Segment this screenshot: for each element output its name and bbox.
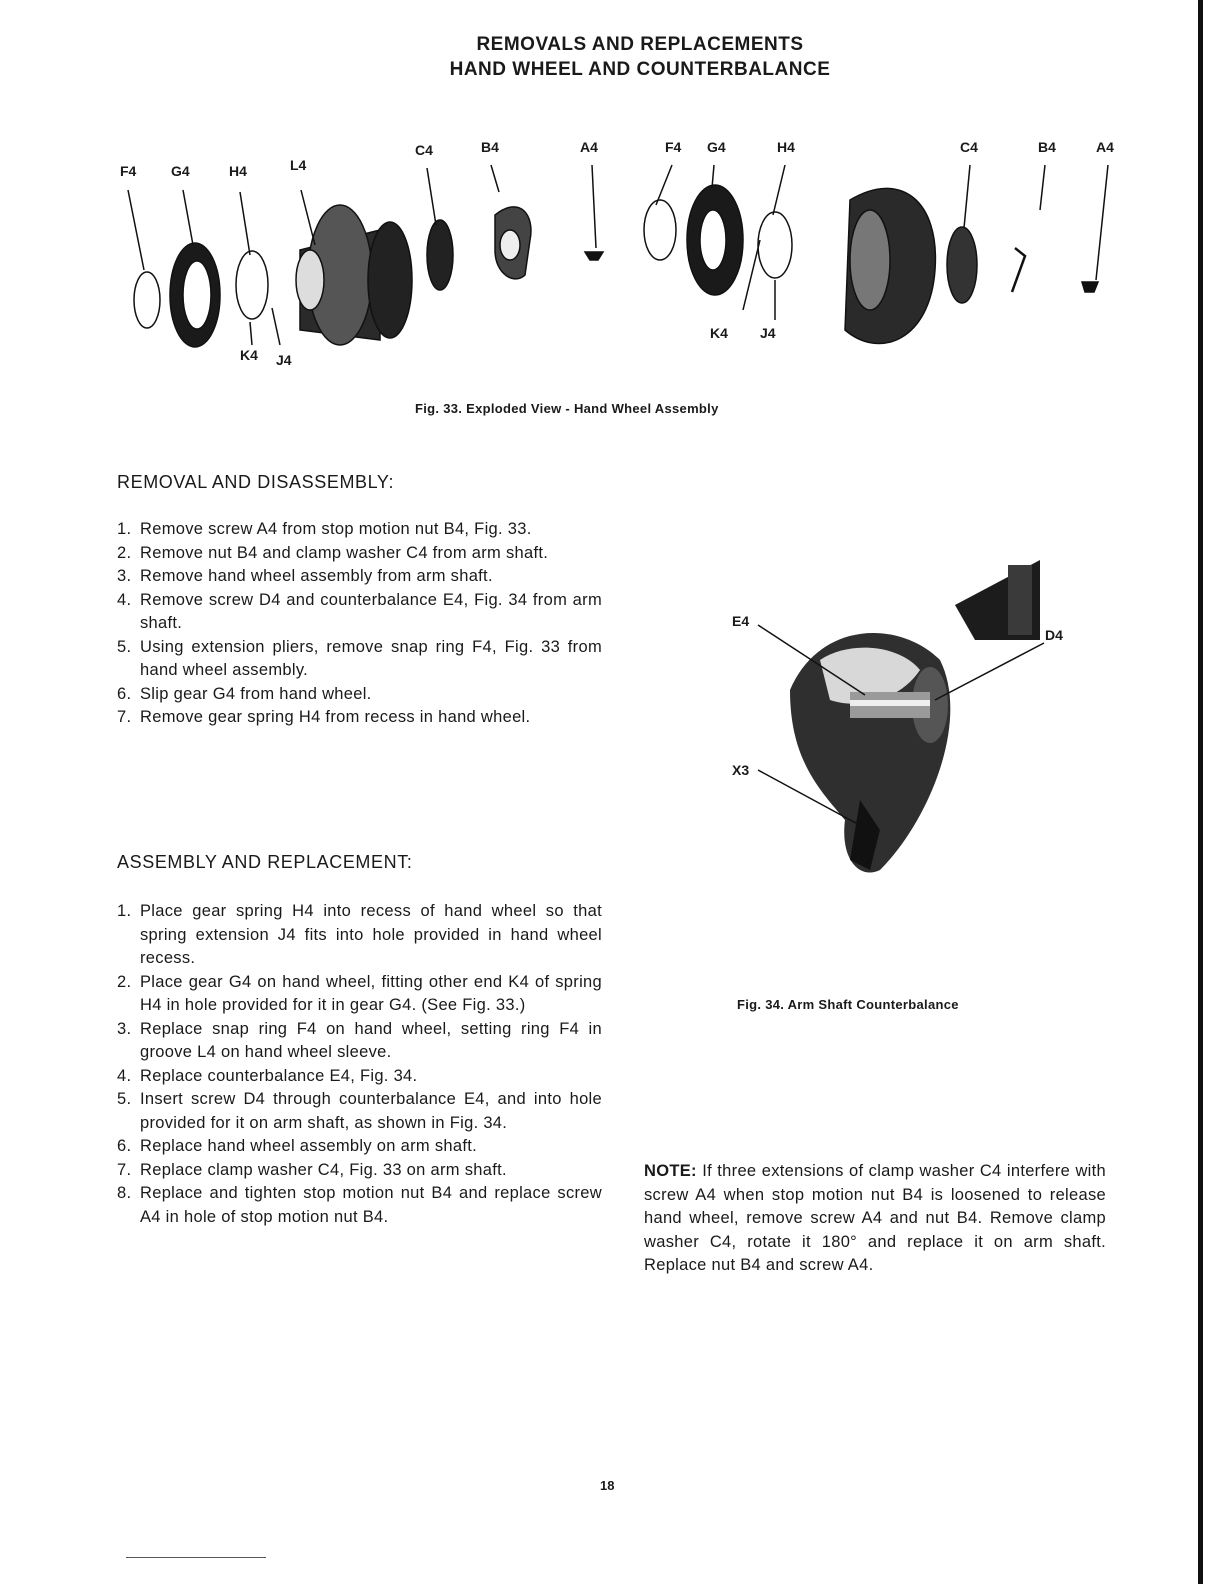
label-k4-right: K4 (710, 325, 728, 341)
assembly-steps (117, 900, 602, 1229)
fig33-caption: Fig. 33. Exploded View - Hand Wheel Assembly (415, 401, 719, 416)
assembly-heading: ASSEMBLY AND REPLACEMENT: (117, 852, 413, 872)
title-line-2: HAND WHEEL AND COUNTERBALANCE (449, 59, 831, 80)
label-a4-left: A4 (580, 139, 598, 155)
removal-step: 4. Remove screw D4 and counterbalance E4, Fig. 34 from arm shaft. (117, 590, 602, 632)
fig34-caption: Fig. 34. Arm Shaft Counterbalance (737, 997, 959, 1012)
snap-ring-f4-right (644, 200, 676, 260)
assembly-step: 5. Insert screw D4 through counterbalance E4, and into hole provided for it on arm shaft, as shown in Fig. 34. (117, 1090, 602, 1132)
label-j4-left: J4 (276, 352, 292, 368)
assembly-step: 8. Replace and tighten stop motion nut B4 and replace screw A4 in hole of stop motion nut B4. (117, 1184, 602, 1226)
label-e4: E4 (732, 613, 750, 629)
screw-a4-left (585, 252, 603, 260)
spring-h4-left (236, 251, 268, 319)
assembly-step: 7. Replace clamp washer C4, Fig. 33 on arm shaft. (117, 1160, 507, 1179)
fig33-right-assembly (644, 165, 1108, 344)
removal-step: 2. Remove nut B4 and clamp washer C4 from arm shaft. (117, 543, 549, 562)
label-d4: D4 (1045, 627, 1063, 643)
footer-underline (126, 1557, 266, 1558)
label-a4-right: A4 (1096, 139, 1114, 155)
label-h4-left: H4 (229, 163, 247, 179)
assembly-step: 2. Place gear G4 on hand wheel, fitting other end K4 of spring H4 in hole provided for it in gear G4. (See Fig. 33.) (117, 972, 602, 1014)
removal-step: 7. Remove gear spring H4 from recess in hand wheel. (117, 708, 531, 726)
note-paragraph (644, 1160, 1106, 1278)
fig34-counterbalance-illustration (758, 560, 1044, 873)
gear-g4-hole-left (183, 261, 211, 329)
label-b4-left: B4 (481, 139, 499, 155)
label-g4-left: G4 (171, 163, 190, 179)
assembly-step: 4. Replace counterbalance E4, Fig. 34. (117, 1066, 418, 1085)
label-x3: X3 (732, 762, 750, 778)
stop-motion-nut-b4-right (1012, 248, 1025, 292)
removal-steps (117, 518, 602, 730)
label-b4-right: B4 (1038, 139, 1056, 155)
note-label: NOTE: (644, 1162, 697, 1180)
label-l4: L4 (290, 157, 307, 173)
label-g4-right: G4 (707, 139, 726, 155)
label-j4-right: J4 (760, 325, 776, 341)
page-number: 18 (600, 1478, 615, 1493)
clamp-washer-c4-left (427, 220, 453, 290)
removal-step: 1. Remove screw A4 from stop motion nut B4, Fig. 33. (117, 520, 532, 538)
title-line-1: REMOVALS AND REPLACEMENTS (476, 34, 804, 55)
hand-wheel-hub-left (296, 250, 324, 310)
screw-a4-right (1082, 282, 1098, 292)
label-c4-right: C4 (960, 139, 978, 155)
label-h4-right: H4 (777, 139, 795, 155)
label-f4-left: F4 (120, 163, 137, 179)
assembly-step: 6. Replace hand wheel assembly on arm shaft. (117, 1137, 477, 1155)
assembly-step: 3. Replace snap ring F4 on hand wheel, setting ring F4 in groove L4 on hand wheel sleeve. (117, 1019, 602, 1061)
assembly-step: 1. Place gear spring H4 into recess of hand wheel so that spring extension J4 fits into hole provided in hand wheel recess. (117, 902, 602, 967)
fig33-left-assembly (128, 165, 603, 347)
label-f4-right: F4 (665, 139, 682, 155)
label-k4-left: K4 (240, 347, 258, 363)
spring-h4-right (758, 212, 792, 278)
removal-step: 6. Slip gear G4 from hand wheel. (117, 684, 372, 703)
removal-step: 3. Remove hand wheel assembly from arm shaft. (117, 567, 493, 585)
note-text: If three extensions of clamp washer C4 interfere with screw A4 when stop motion nut B4 is loosened to release hand wheel, remove screw A4 and nut B4. Remove clamp washer C4, rotate it 180° and replace it on arm shaft. Replace nut B4 and screw A4. (644, 1162, 1106, 1274)
label-c4-left: C4 (415, 142, 433, 158)
snap-ring-f4-left (134, 272, 160, 328)
removal-step: 5. Using extension pliers, remove snap ring F4, Fig. 33 from hand wheel assembly. (117, 637, 602, 679)
removal-heading: REMOVAL AND DISASSEMBLY: (117, 472, 395, 492)
clamp-washer-c4-right (947, 227, 977, 303)
